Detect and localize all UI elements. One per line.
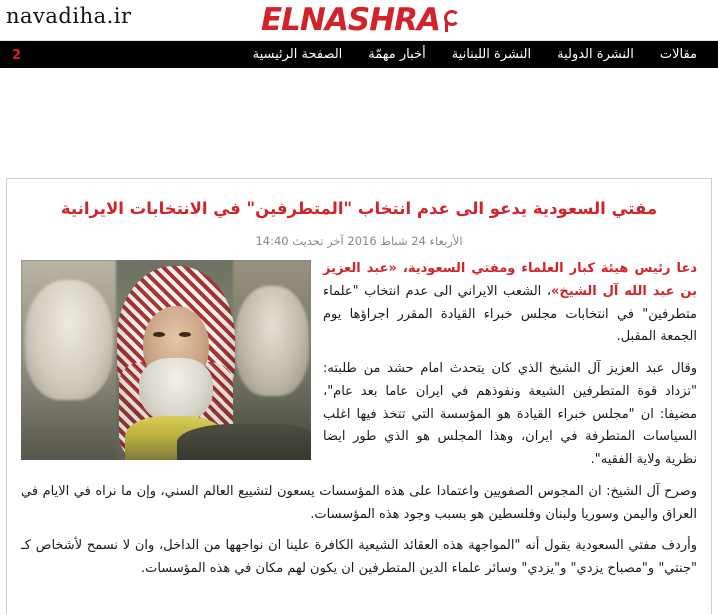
photo-scene — [21, 260, 311, 460]
nav-badge-count: 2 — [12, 47, 22, 63]
article-paragraph-text: ، الشعب الايراني الى عدم انتخاب "علماء متطرفين" في انتخابات مجلس خبراء القيادة المقرر اجراؤها يوم الجمعة المقبل. — [323, 283, 697, 345]
article-card — [6, 178, 712, 614]
nav-item-articles[interactable]: مقالات — [659, 47, 697, 62]
main-navigation[interactable] — [0, 41, 718, 69]
elnashra-emblem-icon — [442, 8, 457, 33]
article-lead-highlight: دعا رئيس هيئة كبار العلماء ومفتي السعودية، «عبد العزيز بن عبد الله آل الشيخ» — [323, 261, 697, 299]
photo-attendee-right — [235, 286, 309, 396]
article-paragraph-text: وقال عبد العزيز آل الشيخ الذي كان يتحدث امام حشد من طلبته: "تزداد قوة المتطرفين الشيعة ونفوذهم في ايران عاما بعد عام"، مضيفا: ان "مجلس خبراء القيادة هو المؤسسة التي تتخذ فيها اغلب السياسات المتطرفة في ايران، وهذا المجلس هو الذي طور ايضا نظرية ولاية الفقيه". — [323, 361, 697, 468]
ad-gutter — [0, 68, 718, 178]
article-paragraph-text: وأردف مفتي السعودية يقول أنه "المواجهة هذه العقائد الشيعية الكافرة علينا ان نواجهها من الداخل، وان لا نسمح لأشخاص كـ "جنتي" و"مصباح يزدي" و"يزدي" وسائر علماء الدين المتطرفين ان يكون لهم مكان في هذه المؤسسات. — [21, 538, 697, 577]
article-paragraph — [21, 535, 697, 581]
nav-item-home[interactable]: الصفحة الرئيسية — [252, 47, 343, 62]
site-label: navadiha.ir — [6, 4, 132, 28]
nav-item-important-news[interactable]: أخبار مهمّة — [368, 47, 426, 62]
site-logo-text: ELNASHRA — [261, 1, 440, 38]
photo-main-subject — [117, 266, 235, 460]
site-logo[interactable] — [261, 0, 457, 40]
article-meta: الأربعاء 24 شباط 2016 آخر تحديث 14:40 — [255, 234, 463, 249]
article-paragraph — [21, 481, 697, 527]
article-body — [21, 258, 697, 581]
nav-item-lebanon-bulletin[interactable]: النشرة اللبنانية — [451, 47, 532, 62]
photo-shoulder — [177, 424, 311, 460]
photo-attendee-left — [25, 280, 113, 400]
photo-beard — [139, 358, 213, 424]
page-body — [0, 68, 718, 614]
article-paragraph-text: وصرح آل الشيخ: ان المجوس الصفويين واعتمادا على هذه المؤسسات يسعون لتشييع العالم السني، وإن ما نراه في الايام في العراق واليمن وسوريا ولبنان وفلسطين هو بسبب وجود هذه المؤسسات. — [21, 483, 697, 522]
nav-item-international-bulletin[interactable]: النشرة الدولية — [557, 47, 634, 62]
nav-items — [240, 41, 710, 69]
article-image — [21, 260, 311, 460]
page-title: مفتي السعودية يدعو الى عدم انتخاب "المتطرفين" في الانتخابات الايرانية — [60, 199, 658, 218]
site-header — [0, 0, 718, 41]
